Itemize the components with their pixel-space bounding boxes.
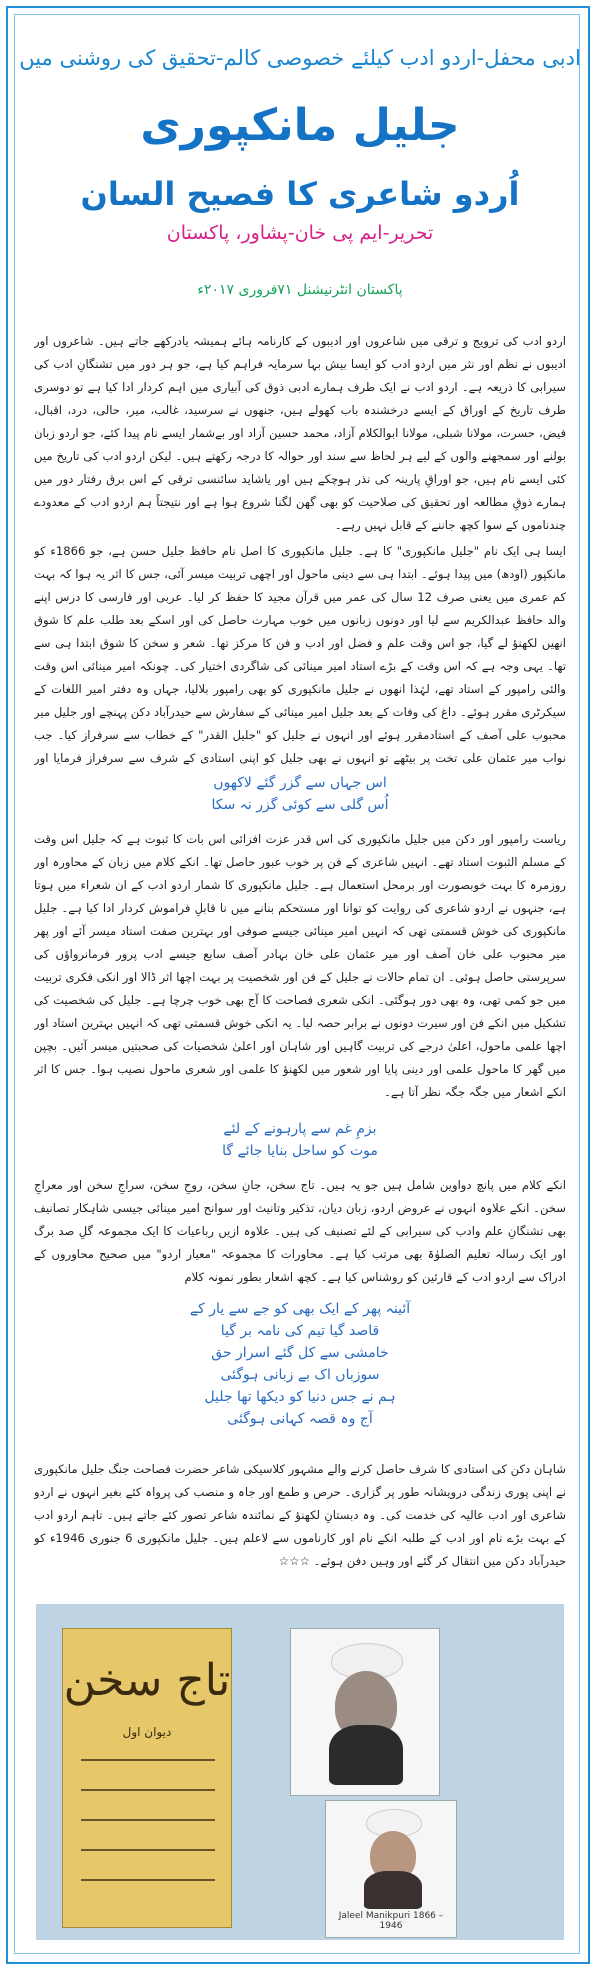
couplet-2-line-2: موت کو ساحل بنایا جائے گا: [222, 1143, 378, 1159]
book-cover-rule: [81, 1849, 215, 1851]
book-cover-image: [62, 1628, 232, 1928]
publication-dateline: پاکستان انٹرنیشنل ۷۱فروری ۲۰۱۷ء: [197, 282, 403, 298]
couplet-1-line-2: اُس گلی سے کوئی گزر نہ سکا: [211, 797, 389, 813]
couplet-2-line-1: بزمِ غم سے پارہونے کے لئے: [223, 1121, 377, 1137]
beard-shape: [329, 1725, 403, 1785]
portrait-caption: Jaleel Manikpuri 1866 – 1946: [338, 1911, 444, 1931]
couplet-2: [0, 1118, 600, 1162]
poem-line: قاصد گیا تیم کی نامہ بر گیا: [220, 1323, 380, 1339]
poem-line: خامشی سے کل گئے اسرار حق: [211, 1345, 389, 1361]
book-cover-rule: [81, 1819, 215, 1821]
portrait-photo-2: [325, 1800, 457, 1938]
portrait-photo-1: [290, 1628, 440, 1796]
article-title: جلیل مانکپوری: [140, 100, 460, 151]
poem-line: ہم نے جس دنیا کو دیکھا تھا جلیل: [204, 1389, 396, 1405]
book-cover-title: تاج سخن: [63, 1655, 231, 1706]
paragraph-intro: اردو ادب کی ترویج و ترقی میں شاعروں اور ادیبوں کے کارنامہ ہائے ہمیشہ یادرکھے جاتے ہیں۔ شاعروں اور ادیبوں نے نظم اور نثر میں اردو ادب کو ایسا بیش بہا سرمایہ فراہم کیا ہے، جو ہر دور میں تشنگانِ ادب کی سیرابی کا ذریعہ ہے۔ اردو ادب نے ایک طرف ہمارے ادبی ذوق کی آبیاری میں اہم کردار ادا کیا ہے تو دوسری طرف تاریخ کے اوراق کے ایسے درخشندہ باب کھولے ہیں، جنھوں نے سرسید، غالب، میر، حالی، درد، اقبال، فیض، حسرت، مولانا شبلی، مولانا ابوالکلام آزاد، محمد حسین آزاد اور بےشمار ایسے نام پیدا کئے، جو اردو زبان بولنے اور سمجھنے والوں کے لیے ہر لحاظ سے سند اور حوالہ کا درجہ رکھتے ہیں۔ لیکن اردو ادب کی تاریخ میں کئی ایسے نام ہیں، جو اوراقِ پارینہ کی نذر ہوچکے ہیں اور یاشاید سائنسی ترقی کے اس برق رفتار دور میں ہمارے ذوقِ مطالعہ اور تحقیق کی صلاحیت کو بھی گھن لگنا شروع ہوا ہے اور نتیجتاً ہم اردو ادب کے معدودے چندناموں کے سوا کچھ جاننے کے قابل نہیں رہے۔: [34, 334, 566, 532]
author-line: تحریر-ایم پی خان-پشاور، پاکستان: [166, 222, 434, 244]
article-subtitle: اُردو شاعری کا فصیح السان: [80, 175, 520, 213]
poem-line: آئینہ پھر کے ایک بھی کو جے سے یار کے: [189, 1301, 411, 1317]
couplet-1-line-1: اس جہاں سے گزر گئے لاکھوں: [213, 775, 387, 791]
poem-line: سوزباں اک بے زبانی ہوگئی: [220, 1367, 380, 1383]
paragraph-conclusion: شاہان دکن کی استادی کا شرف حاصل کرنے والے مشہور کلاسیکی شاعر حضرت فصاحت جنگ جلیل مانکپوری نے اپنی پوری زندگی درویشانہ طور پر گزاری۔ حرص و طمع اور جاہ و منصب کی پرواہ کئے بغیر انہوں نے اردو شاعری اور ادب عالیہ کی خدمت کی۔ وہ دبستانِ لکھنؤ کے نمائندہ شاعر تصور کئے جاتے ہیں۔ تاہم اردو ادب کے بہت بڑے نام اور ادب کے طلبہ انکے نام اور کارناموں سے لاعلم ہیں۔ جلیل مانکپوری 6 جنوری 1946ء کو حیدرآباد دکن میں انتقال کر گئے اور وہیں دفن ہوئے۔ ☆☆☆: [34, 1462, 566, 1568]
paragraph-biography: ایسا ہی ایک نام "جلیل مانکپوری" کا ہے۔ جلیل مانکپوری کا اصل نام حافظ جلیل حسن ہے، جو 1866ء کو مانکپور (اودھ) میں پیدا ہوئے۔ ابتدا ہی سے دینی ماحول اور اچھی تربیت میسر آئی، جس کا اثر یہ ہوا کہ بہت کم عمری میں یعنی صرف 12 سال کی عمر میں قرآن مجید کا حفظ کر لیا۔ عربی اور فارسی کا درس اپنے والد حافظ عبدالکریم سے لیا اور دونوں زبانوں میں خوب مہارت حاصل کی اور اسکے بعد طلب علم کا شوق انھیں لکھنؤ لے گیا، جو اس وقت علم و فضل اور ادب و فن کا مرکز تھا۔ شعر و سخن کا شوق ابتدا ہی سے تھا۔ یہی وجہ ہے کہ اس وقت کے بڑے استاد امیر مینائی کی شاگردی اختیار کی۔ چونکہ امیر مینائی اس وقت والئی رامپور کے استاد تھے، لہٰذا انھوں نے جلیل مانکپوری کو بھی رامپور بلالیا، جہاں وہ دفتر امیر اللغات کے سیکرٹری مقرر ہوئے۔ داغ کی وفات کے بعد جلیل امیر مینائی کے سفارش سے حیدرآباد دکن پہنچے اور جلیل میر محبوب علی آصف کے استادمقرر ہوئے اور انہوں نے جلیل کو "جلیل القدر" کے خطاب سے سرفراز کیا۔ جب نواب میر عثمان علی تخت پر بیٹھے تو انہوں نے بھی جلیل کو اپنی استادی کے شرف سے سرفراز فرمایا اور: [34, 544, 566, 765]
book-cover-rule: [81, 1879, 215, 1881]
paragraph-works: انکے کلام میں پانچ دواوین شامل ہیں جو یہ ہیں۔ تاج سخن، جانِ سخن، روحِ سخن، سراجِ سخن اور معراجِ سخن۔ انکے علاوہ انہوں نے عروض اردو، زبان دیان، تذکیر وتانیث اور سوانح امیر مینائی جیسی شاہکار تصانیف بھی تشنگانِ علم وادب کی سیرابی کے لئے تصنیف کی ہیں۔ علاوہ ازیں رباعیات کا ایک مجموعہ گلِ صد برگ اور ایک رسالہ تعلیم الصلوٰۃ بھی مرتب کیا ہے۔ محاورات کا مجموعہ "معیار اردو" میں صحیح محاوروں کے ادراک سے اردو ادب کے قارئین کو روشناس کیا ہے۔ کچھ اشعار بطور نمونہ کلام: [34, 1178, 566, 1284]
poem-line: آج وہ قصہ کہانی ہوگئی: [227, 1411, 373, 1427]
paragraph-style: ریاست رامپور اور دکن میں جلیل مانکپوری کی اس قدر عزت افزائی اس بات کا ثبوت ہے کہ جلیل اس وقت کے مسلم الثبوت استاد تھے۔ انہیں شاعری کے فن پر خوب عبور حاصل تھا۔ انکے کلام میں زبان کے محاورہ اور روزمرہ کا بہت خوبصورت اور برمحل استعمال ہے۔ جلیل مانکپوری کا شمار اردو ادب کے ان شعراء میں ہوتا ہے، جنہوں نے اردو شاعری کی روایت کو توانا اور مستحکم بنانے میں نا قابلِ فراموش کردار ادا کیا ہے۔ جلیل مانکپوری کی خوش قسمتی تھی کہ انہیں امیر مینائی جیسے صوفی اور بہترین صفت استاد میسر آئے اور پھر میر محبوب علی خان آصف اور میر عثمان علی خان بہادر آصف سابع جیسے ادب پرور فرمانرواؤں کی سرپرستی حاصل ہوئی۔ ان تمام حالات نے جلیل کے فن اور شخصیت پر بہت اچھا اثر ڈالا اور انکی فکری تربیت میں جو کمی تھی، وہ بھی دور ہوگئی۔ انکی شعری فصاحت کا آج بھی خوب چرچا ہے۔ جلیل کی شخصیت کی تشکیل میں انکے فن اور سیرت دونوں نے برابر حصہ لیا۔ یہ انکی خوش قسمتی تھی کہ انہیں بہترین استاد اور اچھا علمی ماحول، اعلیٰ درجے کی تربیت گاہیں اور شاہان اور اعلیٰ شخصیات کی صحبتیں میسر آئیں۔ بچپن میں گھر کا ماحول علمی اور دینی پایا اور شعور میں لکھنؤ کا علمی اور شعری ماحول نصیب ہوا۔ جس کا اثر انکے اشعار میں جگہ جگہ نظر آتا ہے۔: [34, 832, 566, 1099]
book-cover-subtitle: دیوان اول: [122, 1725, 172, 1739]
column-kicker: ادبی محفل-اردو ادب کیلئے خصوصی کالم-تحقیق کی روشنی میں: [19, 46, 581, 70]
poem-sample: [0, 1298, 600, 1430]
book-cover-rule: [81, 1759, 215, 1761]
couplet-1: [0, 772, 600, 816]
beard-shape: [364, 1871, 422, 1909]
book-cover-rule: [81, 1789, 215, 1791]
